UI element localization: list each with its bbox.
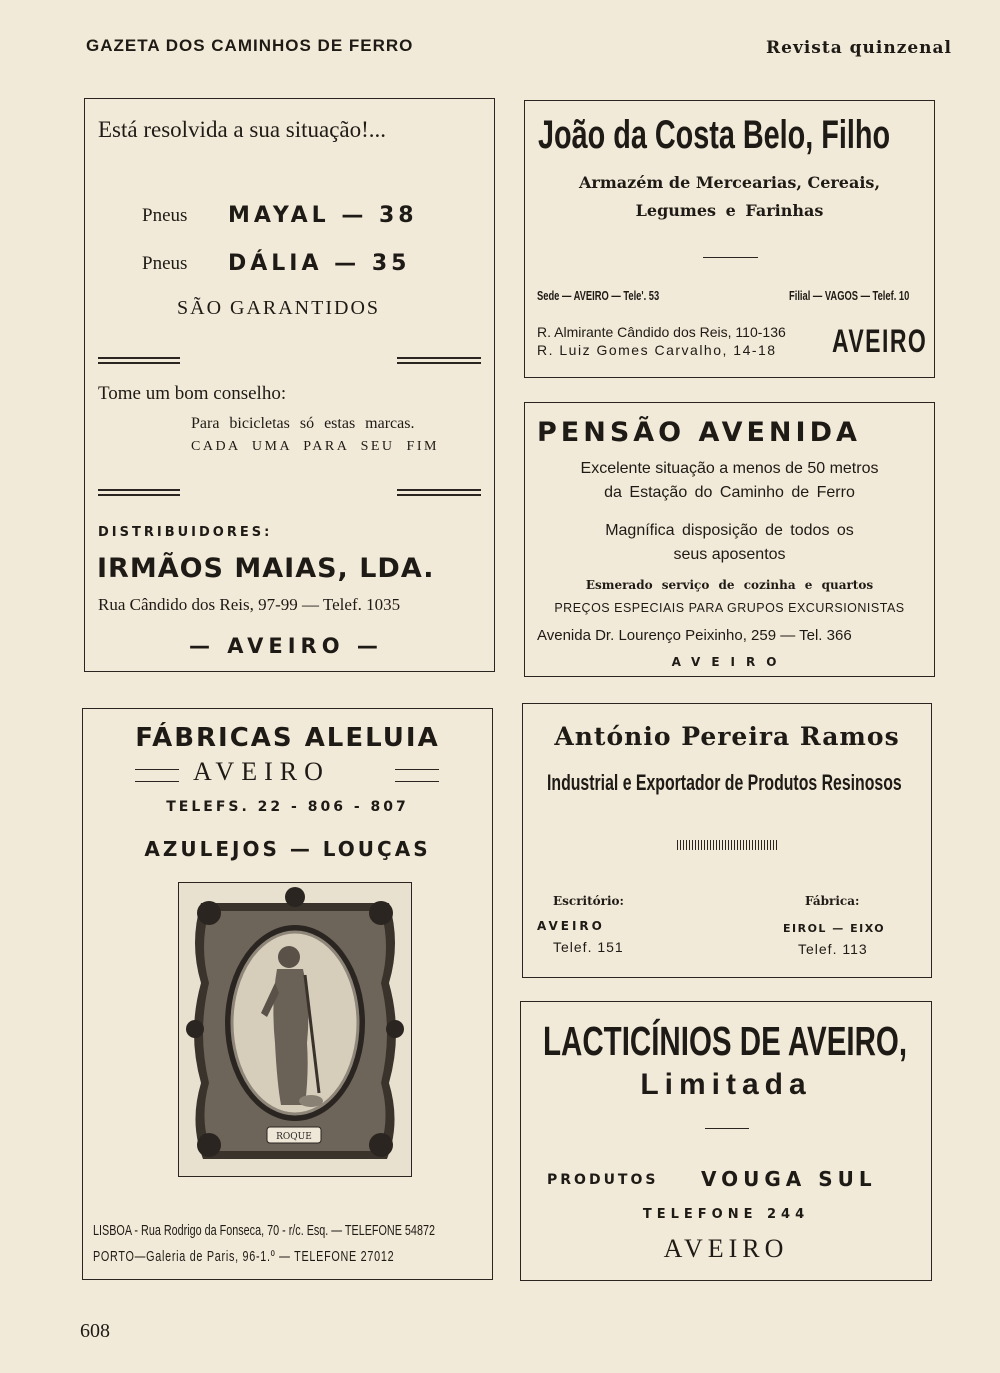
divider bbox=[703, 257, 758, 258]
tyre-label-1: Pneus bbox=[142, 205, 188, 226]
dairy-name-2: Limitada bbox=[640, 1068, 812, 1101]
pension-address: Avenida Dr. Lourenço Peixinho, 259 — Tel. 366 bbox=[537, 627, 852, 644]
pension-line-5: Esmerado serviço de cozinha e quartos bbox=[585, 578, 874, 592]
merchant-line-2: Legumes e Farinhas bbox=[635, 201, 824, 220]
divider bbox=[98, 489, 180, 496]
pension-line-1: Excelente situação a menos de 50 metros bbox=[580, 460, 879, 477]
merchant-name: João da Costa Belo, Filho bbox=[538, 113, 891, 157]
sede-info: Sede — AVEIRO — Tele'. 53 bbox=[537, 288, 660, 303]
pension-line-6: PREÇOS ESPECIAIS PARA GRUPOS EXCURSIONISTAS bbox=[554, 601, 905, 615]
company-city: — AVEIRO — bbox=[189, 634, 383, 658]
ad-costa-belo bbox=[524, 100, 935, 378]
dairy-city: AVEIRO bbox=[663, 1234, 789, 1263]
dairy-phone: TELEFONE 244 bbox=[642, 1207, 810, 1222]
journal-frequency: Revista quinzenal bbox=[766, 38, 953, 58]
office-city: AVEIRO bbox=[537, 919, 605, 933]
advice-heading: Tome um bom conselho: bbox=[98, 383, 287, 404]
divider bbox=[397, 357, 481, 364]
decorative-rule bbox=[677, 840, 777, 850]
factory-city: AVEIRO bbox=[193, 757, 330, 786]
azulejo-tile-image bbox=[178, 882, 412, 1177]
merchant-city: AVEIRO bbox=[832, 323, 928, 359]
factory-phones: TELEFS. 22 - 806 - 807 bbox=[166, 799, 409, 815]
address-2: R. Luiz Gomes Carvalho, 14-18 bbox=[537, 342, 777, 358]
distributors-label: DISTRIBUIDORES: bbox=[98, 525, 273, 540]
guarantee-text: SÃO GARANTIDOS bbox=[177, 297, 381, 319]
factory-phone: Telef. 113 bbox=[798, 941, 868, 957]
factory-products: AZULEJOS — LOUÇAS bbox=[144, 837, 431, 861]
ad-headline: Está resolvida a sua situação!... bbox=[98, 117, 387, 142]
advice-line-1: Para bicicletas só estas marcas. bbox=[191, 415, 415, 432]
divider bbox=[397, 489, 481, 496]
tyre-brand-dalia: DÁLIA — 35 bbox=[228, 251, 411, 276]
pension-line-4: seus aposentos bbox=[673, 546, 786, 563]
city-rule-right bbox=[395, 769, 439, 782]
products-brand: VOUGA SUL bbox=[701, 1167, 877, 1191]
ad-pereira-ramos bbox=[522, 703, 932, 978]
resin-company-activity: Industrial e Exportador de Produtos Resinosos bbox=[547, 770, 902, 795]
company-address: Rua Cândido dos Reis, 97-99 — Telef. 1035 bbox=[98, 595, 401, 614]
pension-name: PENSÃO AVENIDA bbox=[537, 417, 861, 448]
ad-fabricas-aleluia bbox=[82, 708, 493, 1280]
factory-location: EIROL — EIXO bbox=[783, 922, 886, 935]
page-number: 608 bbox=[80, 1320, 110, 1342]
filial-info: Filial — VAGOS — Telef. 10 bbox=[789, 288, 910, 303]
office-phone: Telef. 151 bbox=[553, 939, 624, 955]
office-label: Escritório: bbox=[553, 894, 624, 908]
divider bbox=[98, 357, 180, 364]
city-rule-left bbox=[135, 769, 179, 782]
pension-city: AVEIRO bbox=[671, 655, 788, 669]
tyre-label-2: Pneus bbox=[142, 253, 188, 274]
resin-company-name: António Pereira Ramos bbox=[554, 722, 900, 751]
dairy-name-1: LACTICÍNIOS DE AVEIRO, bbox=[543, 1018, 908, 1064]
factory-name: FÁBRICAS ALELUIA bbox=[135, 723, 440, 753]
factory-label: Fábrica: bbox=[805, 894, 860, 908]
advice-line-2: CADA UMA PARA SEU FIM bbox=[191, 439, 439, 454]
ad-pensao-avenida bbox=[524, 402, 935, 677]
divider bbox=[705, 1128, 749, 1129]
company-name: IRMÃOS MAIAS, LDA. bbox=[97, 553, 435, 584]
pension-line-2: da Estação do Caminho de Ferro bbox=[604, 484, 855, 501]
porto-address: PORTO—Galeria de Paris, 96-1.º — TELEFONE 27012 bbox=[93, 1248, 395, 1265]
address-1: R. Almirante Cândido dos Reis, 110-136 bbox=[537, 324, 786, 340]
ad-lacticinios bbox=[520, 1001, 932, 1281]
tile-caption: ROQUE bbox=[276, 1132, 312, 1142]
products-label: PRODUTOS bbox=[547, 1172, 659, 1188]
tyre-brand-mayal: MAYAL — 38 bbox=[228, 203, 418, 228]
pension-line-3: Magnífica disposição de todos os bbox=[605, 522, 854, 539]
lisboa-address: LISBOA - Rua Rodrigo da Fonseca, 70 - r/c. Esq. — TELEFONE 54872 bbox=[93, 1222, 435, 1239]
journal-title: GAZETA DOS CAMINHOS DE FERRO bbox=[86, 36, 414, 55]
merchant-line-1: Armazém de Mercearias, Cereais, bbox=[578, 173, 881, 192]
ad-irmaos-maias bbox=[84, 98, 495, 672]
